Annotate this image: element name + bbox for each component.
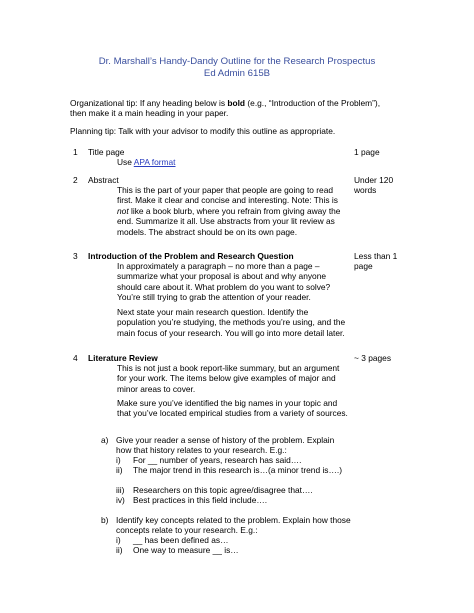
section-4-number: 4 xyxy=(73,353,78,363)
sub-a-item-label: iii) xyxy=(116,485,125,495)
sub-b-text: Identify key concepts related to the problem. Explain how those concepts relate to your research. E.g.: xyxy=(116,515,351,536)
sub-b-label: b) xyxy=(101,515,109,525)
section-1-format-line: Use APA format xyxy=(117,157,176,167)
section-3-heading: Introduction of the Problem and Research Question xyxy=(88,251,294,261)
section-1-heading: Title page xyxy=(88,147,125,157)
section-3-length: Less than 1 page xyxy=(354,251,398,272)
sub-b-item-label: ii) xyxy=(116,545,123,555)
section-2-length: Under 120 words xyxy=(354,175,394,196)
section-1-length: 1 page xyxy=(354,147,380,157)
sub-a-text: Give your reader a sense of history of the problem. Explain how that history relates to your research. E.g.: xyxy=(116,435,335,456)
organizational-tip: Organizational tip: If any heading below is bold (e.g., “Introduction of the Problem”), then make it a main heading in your paper. xyxy=(70,98,381,119)
sub-a-item-text: Best practices in this field include…. xyxy=(133,495,268,505)
sub-a-item-text: Researchers on this topic agree/disagree that…. xyxy=(133,485,313,495)
section-4-paragraph-1: This is not just a book report-like summary, but an argument for your work. The items below give examples of major and minor areas to cover. xyxy=(117,363,340,394)
section-3-paragraph-2: Next state your main research question. Identify the population you’re studying, the methods you’re using, and the main focus of your research. You will go into more detail later. xyxy=(117,307,346,338)
section-4-heading: Literature Review xyxy=(88,353,158,363)
section-1-number: 1 xyxy=(73,147,78,157)
sub-a-item-label: ii) xyxy=(116,465,123,475)
section-2-number: 2 xyxy=(73,175,78,185)
section-4-paragraph-2: Make sure you’ve identified the big names in your topic and that you’ve located empirical studies from a variety of sources. xyxy=(117,398,348,419)
sub-a-item-text: The major trend in this research is…(a minor trend is….) xyxy=(133,465,342,475)
sub-a-item-label: iv) xyxy=(116,495,125,505)
section-2-body: This is the part of your paper that people are going to read first. Make it clear and concise and interesting. Note: This is not like a book blurb, where you refrain from giving away the end. Summarize it all. Use abstracts from your lit review as models. The abstract should be on its own page. xyxy=(117,185,341,237)
section-3-number: 3 xyxy=(73,251,78,261)
section-3-paragraph-1: In approximately a paragraph – no more than a page – summarize what your proposal is about and why anyone should care about it. What problem do you want to solve? You’re still trying to grab the attention of your reader. xyxy=(117,261,331,303)
sub-a-item-label: i) xyxy=(116,455,121,465)
document-subtitle: Ed Admin 615B xyxy=(203,68,271,79)
sub-a-label: a) xyxy=(101,435,109,445)
section-4-length: ~ 3 pages xyxy=(354,353,392,363)
sub-b-item-label: i) xyxy=(116,535,121,545)
bold-word: bold xyxy=(227,98,246,108)
section-2-heading: Abstract xyxy=(88,175,119,185)
document-title: Dr. Marshall’s Handy-Dandy Outline for the Research Prospectus xyxy=(98,56,376,67)
apa-format-link[interactable]: APA format xyxy=(133,157,176,167)
sub-b-item-text: One way to measure __ is… xyxy=(133,545,239,555)
planning-tip: Planning tip: Talk with your advisor to modify this outline as appropriate. xyxy=(70,126,336,136)
sub-a-item-text: For __ number of years, research has said…. xyxy=(133,455,302,465)
sub-b-item-text: __ has been defined as… xyxy=(133,535,229,545)
